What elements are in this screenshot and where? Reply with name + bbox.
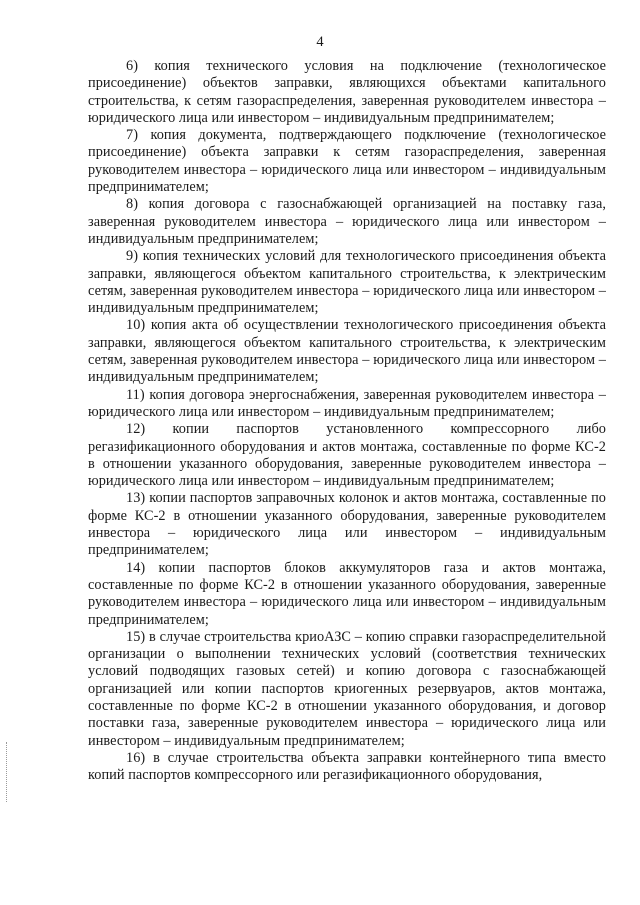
list-item-10: 10) копия акта об осуществлении технологического присоединения объекта заправки, являющегося объектом капитального строительства, к электрическим сетям, заверенная руководителем инвестора – юридического лица или инвестором – индивидуальным предпринимателем; [88,317,606,386]
list-item-8: 8) копия договора с газоснабжающей организацией на поставку газа, заверенная руководителем инвестора – юридического лица или инвестором – индивидуальным предпринимателем; [88,196,606,247]
list-item-7: 7) копия документа, подтверждающего подключение (технологическое присоединение) объекта заправки к сетям газораспределения, заверенная руководителем инвестора – юридического лица или инвестором – индивидуальным предпринимателем; [88,127,606,196]
scan-margin-mark [6,742,9,802]
page-number: 4 [316,34,324,50]
document-body [88,58,606,784]
list-item-12: 12) копии паспортов установленного компрессорного либо регазификационного оборудования и актов монтажа, составленные по форме КС-2 в отношении указанного оборудования, заверенные руководителем инвестора – юридического лица или инвестором – индивидуальным предпринимателем; [88,421,606,490]
list-item-15: 15) в случае строительства криоАЗС – копию справки газораспределительной организации о выполнении технических условий (соответствия технических условий подводящих газовых сетей) и копию договора с газоснабжающей организацией или копии паспортов криогенных резервуаров, актов монтажа, составленные по форме КС-2 в отношении указанного оборудования, и договор поставки газа, заверенные руководителем инвестора – юридического лица или инвестором – индивидуальным предпринимателем; [88,628,606,749]
list-item-16: 16) в случае строительства объекта заправки контейнерного типа вместо копий паспортов компрессорного или регазификационного оборудования, [88,749,606,784]
list-item-11: 11) копия договора энергоснабжения, заверенная руководителем инвестора – юридического лица или инвестором – индивидуальным предпринимателем; [88,386,606,420]
list-item-6: 6) копия технического условия на подключение (технологическое присоединение) объектов заправки, являющихся объектами капитального строительства, к сетям газораспределения, заверенная руководителем инвестора – юридического лица или инвестором – индивидуальным предпринимателем; [88,58,606,126]
list-item-13: 13) копии паспортов заправочных колонок и актов монтажа, составленные по форме КС-2 в отношении указанного оборудования, заверенные руководителем инвестора – юридического лица или инвестором – индивидуальным предпринимателем; [88,490,606,559]
list-item-9: 9) копия технических условий для технологического присоединения объекта заправки, являющегося объектом капитального строительства, к электрическим сетям, заверенная руководителем инвестора – юридического лица или инвестором – индивидуальным предпринимателем; [88,248,606,317]
list-item-14: 14) копии паспортов блоков аккумуляторов газа и актов монтажа, составленные по форме КС-2 в отношении указанного оборудования, заверенные руководителем инвестора – юридического лица или инвестором – индивидуальным предпринимателем; [88,559,606,628]
